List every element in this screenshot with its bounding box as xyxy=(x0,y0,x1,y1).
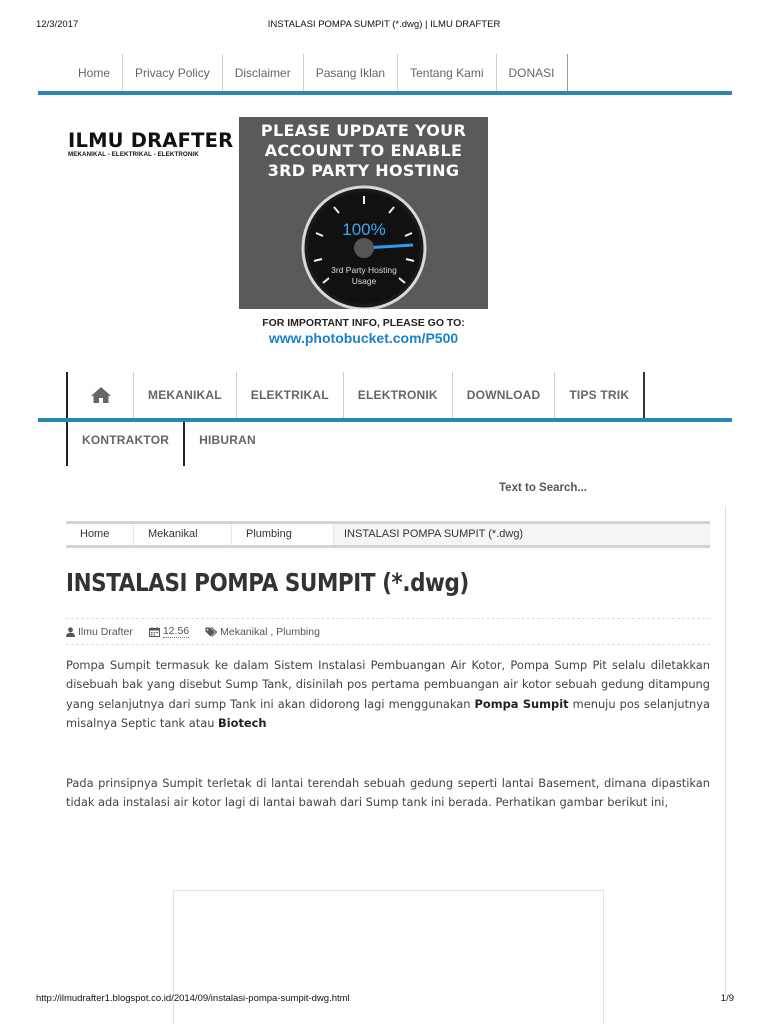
breadcrumb-mekanikal[interactable]: Mekanikal xyxy=(134,524,232,545)
nav-home-button[interactable] xyxy=(66,372,134,418)
nav-elektrikal[interactable]: ELEKTRIKAL xyxy=(237,372,344,418)
tags-icon xyxy=(205,627,217,637)
main-navigation xyxy=(66,372,645,447)
nav-download[interactable]: DOWNLOAD xyxy=(453,372,556,418)
print-page-number: 1/9 xyxy=(720,993,734,1004)
ad-headline-line-1: PLEASE UPDATE YOUR xyxy=(260,121,467,140)
print-footer xyxy=(0,993,768,1007)
print-header xyxy=(0,19,768,33)
post-paragraph-1-text-b: menuju pos selanjutnya misalnya Septic tank atau xyxy=(66,696,710,731)
print-page-title: INSTALASI POMPA SUMPIT (*.dwg) | ILMU DRAFTER xyxy=(267,19,501,30)
search-input[interactable]: Text to Search... xyxy=(499,482,587,494)
topnav-pasang-iklan[interactable]: Pasang Iklan xyxy=(304,54,398,92)
nav-tips-trik[interactable]: TIPS TRIK xyxy=(555,372,645,418)
mainnav-underline xyxy=(38,418,732,422)
post-meta xyxy=(66,618,710,645)
topnav-home[interactable]: Home xyxy=(66,54,123,92)
site-logo[interactable] xyxy=(68,130,233,158)
nav-kontraktor[interactable]: KONTRAKTOR xyxy=(66,420,185,466)
breadcrumb-plumbing[interactable]: Plumbing xyxy=(232,524,334,545)
logo-tagline: MEKANIKAL - ELEKTRIKAL - ELEKTRONIK xyxy=(68,151,199,158)
post-labels-text: Mekanikal , Plumbing xyxy=(220,625,320,638)
post-author-name: Ilmu Drafter xyxy=(78,625,133,638)
breadcrumb xyxy=(66,521,710,548)
logo-name: ILMU DRAFTER xyxy=(68,129,234,152)
nav-elektronik[interactable]: ELEKTRONIK xyxy=(344,372,453,418)
post-paragraph-1 xyxy=(66,656,710,734)
gauge-value: 100% xyxy=(342,220,386,239)
breadcrumb-current: INSTALASI POMPA SUMPIT (*.dwg) xyxy=(334,524,710,545)
user-icon xyxy=(66,627,75,637)
topnav-tentang-kami[interactable]: Tentang Kami xyxy=(398,54,496,92)
print-date: 12/3/2017 xyxy=(36,19,79,30)
banner-ad[interactable] xyxy=(239,117,488,351)
print-url: http://ilmudrafter1.blogspot.co.id/2014/09/instalasi-pompa-sumpit-dwg.html xyxy=(36,993,350,1004)
gauge-label-2: Usage xyxy=(351,276,377,286)
topnav-disclaimer[interactable]: Disclaimer xyxy=(223,54,304,92)
ad-footer-text: FOR IMPORTANT INFO, PLEASE GO TO: xyxy=(262,317,465,329)
ad-headline xyxy=(239,121,488,181)
home-icon xyxy=(90,386,112,404)
post-paragraph-1-text-a: Pompa Sumpit termasuk ke dalam Sistem Instalasi Pembuangan Air Kotor, Pompa Sump Pit selalu diletakkan disebuah bak yang disebut Sump Tank, disinilah pos pertama pembuangan air kotor sebuah gedung ditampung yang selanjutnya dari sump Tank ini akan didorong lagi menggunakan xyxy=(66,658,710,711)
topnav-privacy-policy[interactable]: Privacy Policy xyxy=(123,54,223,92)
ad-headline-line-3: 3RD PARTY HOSTING xyxy=(267,161,460,180)
biotech-link[interactable]: Biotech xyxy=(218,716,267,731)
ad-headline-line-2: ACCOUNT TO ENABLE xyxy=(264,141,463,160)
calendar-icon xyxy=(149,627,160,637)
ad-footer-link[interactable]: www.photobucket.com/P500 xyxy=(268,330,459,346)
post-author[interactable] xyxy=(66,626,133,638)
gauge-label-1: 3rd Party Hosting xyxy=(331,265,397,275)
breadcrumb-home[interactable]: Home xyxy=(66,524,134,545)
topnav-donasi[interactable]: DONASI xyxy=(497,54,568,92)
post-timestamp[interactable] xyxy=(149,625,189,638)
post-labels[interactable] xyxy=(205,626,320,638)
post-time: 12.56 xyxy=(162,625,190,637)
topnav-underline xyxy=(38,91,732,95)
gauge-icon xyxy=(301,185,427,311)
top-navigation xyxy=(66,54,568,92)
sidebar-divider xyxy=(725,506,726,996)
post-title: INSTALASI POMPA SUMPIT (*.dwg) xyxy=(66,568,469,597)
post-paragraph-2: Pada prinsipnya Sumpit terletak di lantai terendah sebuah gedung seperti lantai Basement, dimana dipastikan tidak ada instalasi air kotor lagi di lantai bawah dari Sump tank ini berada. Perhatikan gambar berikut ini, xyxy=(66,776,710,810)
nav-hiburan[interactable]: HIBURAN xyxy=(199,433,256,447)
nav-mekanikal[interactable]: MEKANIKAL xyxy=(134,372,237,418)
pompa-sumpit-link[interactable]: Pompa Sumpit xyxy=(474,696,569,711)
